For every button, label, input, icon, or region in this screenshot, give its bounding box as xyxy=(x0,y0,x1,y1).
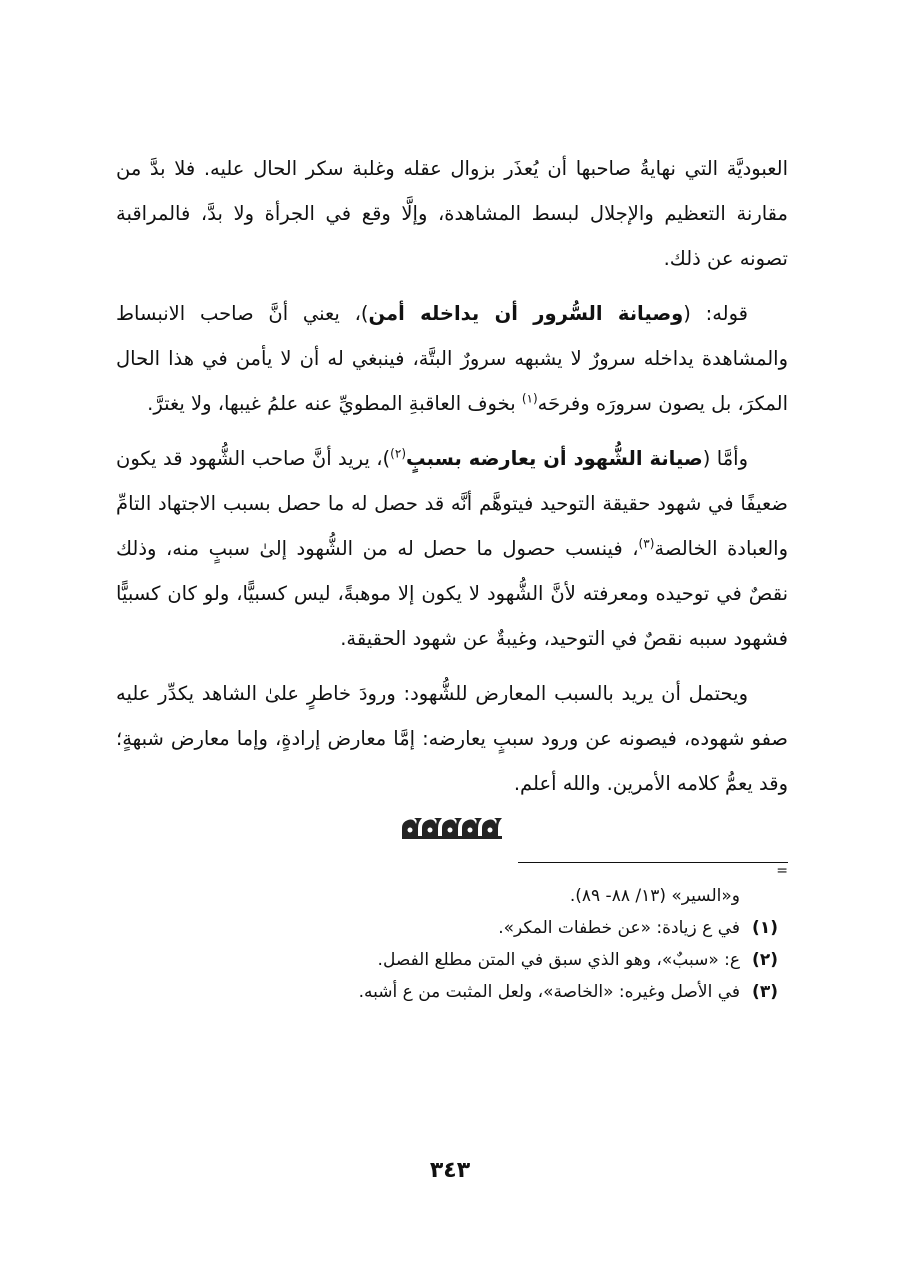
footnote-separator xyxy=(116,850,788,880)
footnote-2 xyxy=(116,944,788,976)
paragraph-3 xyxy=(116,436,788,661)
footnote-2-number: (٢) xyxy=(752,950,778,970)
footnotes xyxy=(116,880,788,1008)
footnote-2-text: ع: «سببٌ»، وهو الذي سبق في المتن مطلع الفصل. xyxy=(377,950,740,970)
p2-quote: وصيانة السُّرور أن يداخله أمن xyxy=(368,302,684,325)
p3-intro: وأمَّا ( xyxy=(702,447,748,470)
p3-quote: صيانة الشُّهود أن يعارضه بسببٍ xyxy=(406,447,703,470)
p2-rest: بخوف العاقبةِ المطويِّ عنه علمُ غيبها، ولا يغترَّ. xyxy=(147,392,522,415)
footnote-continuation-mark: = xyxy=(776,863,788,879)
p2-intro: قوله: ( xyxy=(683,302,749,325)
footnote-1-text: في ع زيادة: «عن خطفات المكر». xyxy=(498,918,740,938)
section-ornament xyxy=(116,816,788,844)
footnote-3 xyxy=(116,976,788,1008)
p3-after-quote: )، يريد أنَّ صاحب الشُّهود قد يكون ضعيفًا في شهود حقيقة التوحيد فيتوهَّم أنَّه قد حصل له ما حصل بسبب الاجتهاد التامِّ والعبادة الخالصة xyxy=(116,447,788,560)
paragraph-1: العبوديَّة التي نهايةُ صاحبها أن يُعذَر بزوال عقله وغلبة سكر الحال عليه. فلا بدَّ من مقارنة التعظيم والإجلال لبسط المشاهدة، وإلَّا وقع في الجرأة ولا بدَّ، فالمراقبة تصونه عن ذلك. xyxy=(116,157,788,270)
footnote-ref-1[interactable]: (١) xyxy=(521,391,538,406)
paragraph-2 xyxy=(116,291,788,426)
footnote-continuation: و«السير» (١٣/ ٨٨- ٨٩). xyxy=(569,886,740,906)
p3-rest: ، فينسب حصول ما حصل له من الشُّهود إلىٰ سببٍ منه، وذلك نقصٌ في توحيده ومعرفته لأنَّ الشُّهود لا يكون إلا موهبةً، ليس كسبيًّا، ولو كان كسبيًّا فشهود سببه نقصٌ في التوحيد، وغيبةٌ عن شهود الحقيقة. xyxy=(116,537,788,650)
p2-after-quote: )، يعني أنَّ صاحب الانبساط والمشاهدة يداخله سرورٌ لا يشبهه سرورٌ البتَّة، فينبغي له أن لا يأمن في هذا الحال المكرَ، بل يصون سرورَه وفرحَه xyxy=(116,302,788,415)
footnote-1 xyxy=(116,912,788,944)
page-body xyxy=(116,146,788,1008)
paragraph-4: ويحتمل أن يريد بالسبب المعارض للشُّهود: ورودَ خاطرٍ علىٰ الشاهد يكدِّر عليه صفو شهوده، فيصونه عن ورود سببٍ يعارضه: إمَّا معارض إرادةٍ، وإما معارض شبهةٍ؛ وقد يعمُّ كلامه الأمرين. والله أعلم. xyxy=(116,682,788,795)
footnote-1-number: (١) xyxy=(752,918,778,938)
footnote-3-number: (٣) xyxy=(752,982,778,1002)
footnote-ref-2[interactable]: (٢) xyxy=(390,446,406,461)
ornament-icon xyxy=(400,816,504,840)
footnote-ref-3[interactable]: (٣) xyxy=(638,536,655,551)
footnote-rule xyxy=(518,862,788,863)
page-number: ٣٤٣ xyxy=(429,1158,471,1183)
footnote-3-text: في الأصل وغيره: «الخاصة»، ولعل المثبت من ع أشبه. xyxy=(358,982,740,1002)
